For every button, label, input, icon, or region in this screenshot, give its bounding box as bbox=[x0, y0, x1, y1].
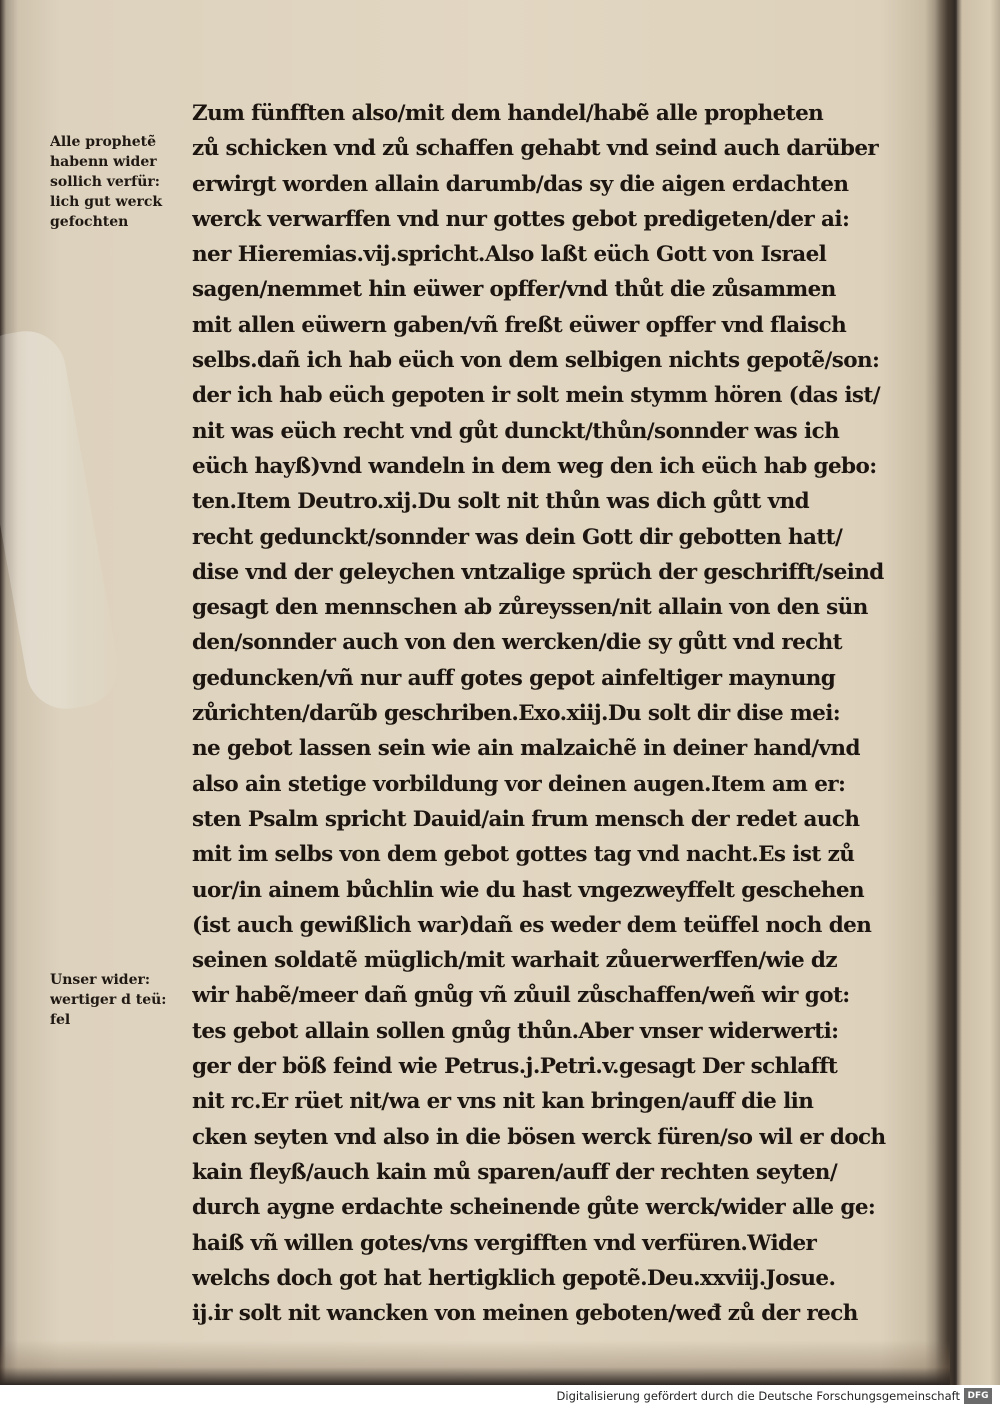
text-line: der ich hab eüch gepoten ir solt mein stymm hören (das ist/ bbox=[192, 383, 881, 409]
text-line: haiß vñ willen gotes/vns vergifften vnd verfüren.Wider bbox=[192, 1230, 817, 1256]
text-line: sagen/nemmet hin eüwer opffer/vnd thůt die zůsammen bbox=[192, 277, 836, 303]
text-line: wir habẽ/meer dañ gnůg vñ zůuil zůschaffen/weñ wir got: bbox=[192, 983, 850, 1009]
text-line: recht gedunckt/sonnder was dein Gott dir gebotten hatt/ bbox=[192, 524, 843, 550]
text-line: den/sonnder auch von den wercken/die sy gůtt vnd recht bbox=[192, 630, 843, 656]
text-line: tes gebot allain sollen gnůg thůn.Aber vnser widerwerti: bbox=[192, 1018, 839, 1044]
text-line: durch aygne erdachte scheinende gůte werck/wider alle ge: bbox=[192, 1195, 876, 1221]
text-line: erwirgt worden allain darumb/das sy die aigen erdachten bbox=[192, 171, 849, 197]
text-line: ten.Item Deutro.xij.Du solt nit thůn was dich gůtt vnd bbox=[192, 489, 810, 515]
text-line: kain fleyß/auch kain mů sparen/auff der rechten seyten/ bbox=[192, 1159, 838, 1185]
text-line: dise vnd der geleychen vntzalige sprüch der geschrifft/seind bbox=[192, 559, 884, 585]
text-line: mit im selbs von dem gebot gottes tag vnd nacht.Es ist zů bbox=[192, 842, 855, 868]
margin-note-line: habenn wider bbox=[50, 154, 157, 170]
text-line: werck verwarffen vnd nur gottes gebot predigeten/der ai: bbox=[192, 206, 850, 232]
footer-bar bbox=[0, 1385, 1000, 1408]
text-line: Zum fünfften also/mit dem handel/habẽ alle propheten bbox=[192, 101, 824, 126]
text-line: geduncken/vñ nur auff gotes gepot ainfeltiger maynung bbox=[192, 665, 836, 691]
gutter-shadow bbox=[935, 0, 957, 1385]
text-line: (ist auch gewißlich war)dañ es weder dem teüffel noch den bbox=[192, 912, 872, 938]
text-line: nit was eüch recht vnd gůt dunckt/thůn/sonnder was ich bbox=[192, 418, 840, 444]
margin-note-adversary bbox=[50, 970, 200, 1030]
text-line: zůrichten/darũb geschriben.Exo.xiij.Du solt dir dise mei: bbox=[192, 701, 841, 727]
text-line: ger der böß feind wie Petrus.j.Petri.v.gesagt Der schlafft bbox=[192, 1054, 838, 1080]
text-line: eüch hayß)vnd wandeln in dem weg den ich eüch hab gebo: bbox=[192, 453, 877, 479]
dfg-logo: DFG bbox=[964, 1388, 992, 1404]
margin-note-prophets bbox=[50, 132, 200, 232]
text-line: also ain stetige vorbildung vor deinen augen.Item am er: bbox=[192, 771, 846, 797]
body-text-block bbox=[192, 96, 922, 1331]
text-line: seinen soldatẽ müglich/mit warhait zůuerwerffen/wie dz bbox=[192, 948, 837, 974]
text-line: ij.ir solt nit wancken von meinen geboten/weđ zů der rech bbox=[192, 1301, 858, 1327]
text-line: ne gebot lassen sein wie ain malzaichẽ in deiner hand/vnd bbox=[192, 736, 860, 762]
page-bottom-edge bbox=[0, 1340, 950, 1385]
margin-note-line: Unser wider: bbox=[50, 972, 151, 988]
funding-notice: Digitalisierung gefördert durch die Deutsche Forschungsgemeinschaft bbox=[556, 1389, 960, 1403]
text-line: uor/in ainem bůchlin wie du hast vngezweyffelt geschehen bbox=[192, 877, 865, 903]
margin-note-line: fel bbox=[50, 1012, 71, 1028]
text-line: zů schicken vnd zů schaffen gehabt vnd seind auch darüber bbox=[192, 136, 879, 162]
text-line: nit rc.Er rüet nit/wa er vns nit kan bringen/auff die lin bbox=[192, 1089, 814, 1115]
margin-note-line: lich gut werck bbox=[50, 194, 163, 210]
text-line: welchs doch got hat hertigklich gepotẽ.Deu.xxviij.Josue. bbox=[192, 1265, 836, 1291]
text-line: cken seyten vnd also in die bösen werck füren/so wil er doch bbox=[192, 1124, 886, 1150]
text-line: ner Hieremias.vij.spricht.Also laßt eüch Gott von Israel bbox=[192, 242, 827, 268]
margin-note-line: Alle prophetẽ bbox=[50, 134, 157, 150]
text-line: selbs.dañ ich hab eüch von dem selbigen nichts gepotẽ/son: bbox=[192, 348, 880, 374]
margin-note-line: gefochten bbox=[50, 214, 129, 230]
margin-note-line: sollich verfür: bbox=[50, 174, 160, 190]
text-line: sten Psalm spricht Dauid/ain frum mensch der redet auch bbox=[192, 806, 860, 832]
text-line: mit allen eüwern gaben/vñ freßt eüwer opffer vnd flaisch bbox=[192, 312, 847, 338]
margin-note-line: wertiger d teü: bbox=[50, 992, 167, 1008]
text-line: gesagt den mennschen ab zůreyssen/nit allain von den sün bbox=[192, 595, 868, 621]
